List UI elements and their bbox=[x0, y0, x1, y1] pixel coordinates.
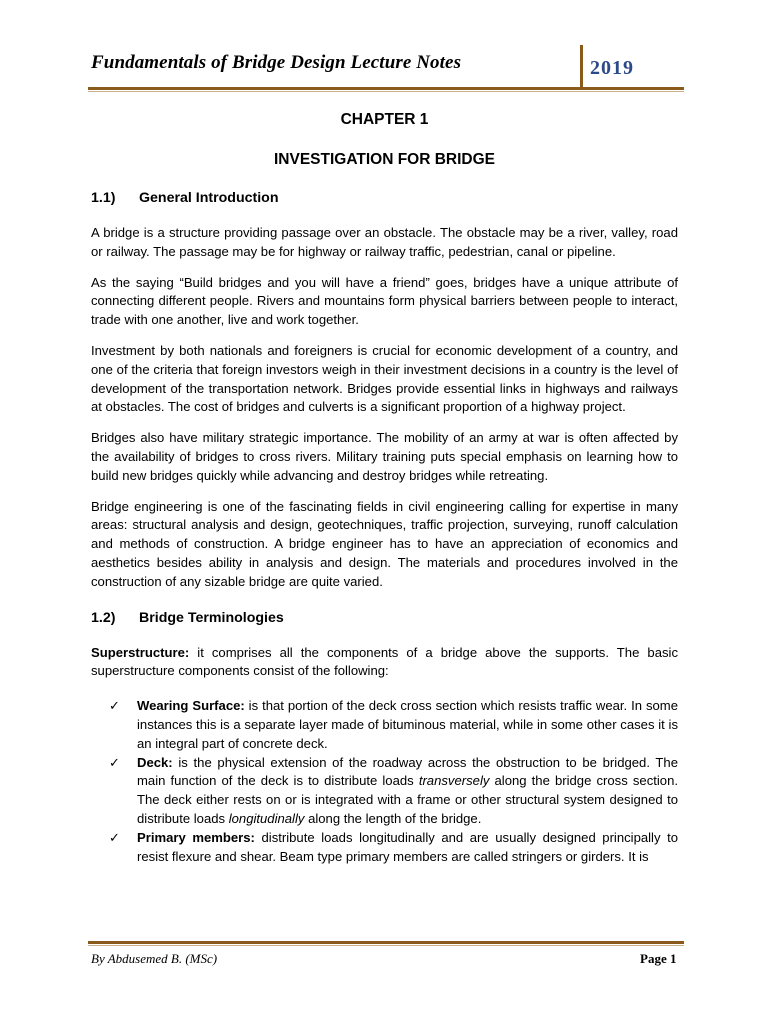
header-year: 2019 bbox=[590, 57, 634, 79]
section-number: 1.2) bbox=[91, 609, 116, 626]
term: Deck: bbox=[137, 754, 173, 770]
section-heading-1-1 bbox=[91, 188, 678, 208]
paragraph: Investment by both nationals and foreigners is crucial for economic development of a country, and one of the criteria that foreign investors weigh in their investment decisions in a country is the level of development of the transportation network. Bridges provide essential links in highways and railways at obstacles. The cost of bridges and culverts is a significant proportion of a highway project. bbox=[91, 342, 678, 415]
header-divider bbox=[580, 45, 583, 89]
paragraph: As the saying “Build bridges and you will have a friend” goes, bridges have a unique attribute of connecting different people. Rivers and mountains form physical barriers between people to interact, trade with one another, live and work together. bbox=[91, 274, 678, 328]
footer-rule-thin bbox=[88, 945, 684, 946]
list-item bbox=[91, 697, 678, 753]
term: Primary members: bbox=[137, 829, 255, 845]
section-title: Bridge Terminologies bbox=[139, 609, 284, 626]
checkmark-icon: ✓ bbox=[109, 829, 120, 845]
footer-rule bbox=[88, 941, 684, 944]
section-heading-1-2 bbox=[91, 608, 678, 628]
definition: is that portion of the deck cross section which resists traffic wear. In some instances this is a separate layer made of bituminous material, while in some other cases it is an integral part of concrete deck. bbox=[137, 698, 678, 751]
page-number: Page 1 bbox=[640, 951, 677, 966]
emphasis: transversely bbox=[418, 773, 490, 789]
definition: is the physical extension of the roadway across the obstruction to be bridged. The main function of the deck is to distribute loads bbox=[137, 754, 678, 789]
header-rule bbox=[88, 87, 684, 90]
page-content bbox=[91, 110, 678, 866]
section-title: General Introduction bbox=[139, 190, 279, 206]
footer-author: By Abdusemed B. (MSc) bbox=[91, 951, 218, 966]
header-rule-thin bbox=[88, 91, 684, 92]
superstructure-paragraph bbox=[91, 644, 678, 682]
chapter-title: INVESTIGATION FOR BRIDGE bbox=[273, 151, 496, 168]
paragraph: Bridge engineering is one of the fascinating fields in civil engineering calling for expertise in many areas: structural analysis and design, geotechniques, traffic projection, surveying, runoff calculation and methods of construction. A bridge engineer has to have an appreciation of economics and aesthetics besides ability in analysis and design. The materials and procedures involved in the construction of any sizable bridge are quite varied. bbox=[91, 498, 678, 589]
definition: along the length of the bridge. bbox=[304, 810, 482, 826]
checkmark-icon: ✓ bbox=[109, 754, 120, 770]
definition: along the bridge cross section. The deck either rests on or is integrated with a frame or other structural system designed to distribute loads bbox=[137, 773, 678, 826]
definition: distribute loads longitudinally and are usually designed principally to resist flexure and shear. Beam type primary members are called stringers or girders. It is bbox=[137, 829, 678, 864]
paragraph: A bridge is a structure providing passage over an obstacle. The obstacle may be a river, valley, road or railway. The passage may be for highway or railway traffic, pedestrian, canal or pipeline. bbox=[91, 225, 678, 259]
definition: it comprises all the components of a bridge above the supports. The basic superstructure components consist of the following: bbox=[91, 644, 678, 679]
header-title: Fundamentals of Bridge Design Lecture Notes bbox=[91, 52, 462, 73]
checkmark-icon: ✓ bbox=[109, 698, 120, 714]
emphasis: longitudinally bbox=[228, 810, 305, 826]
term: Superstructure: bbox=[91, 644, 190, 660]
list-item bbox=[91, 754, 678, 829]
section-number: 1.1) bbox=[91, 190, 116, 206]
paragraph: Bridges also have military strategic importance. The mobility of an army at war is often affected by the availability of bridges to cross rivers. Military training puts special emphasis on learning how to build new bridges quickly while advancing and destroy bridges while retreating. bbox=[91, 430, 678, 483]
term: Wearing Surface: bbox=[137, 698, 245, 714]
list-item bbox=[91, 829, 678, 867]
terminology-list bbox=[91, 697, 678, 866]
chapter-label: CHAPTER 1 bbox=[340, 111, 429, 128]
